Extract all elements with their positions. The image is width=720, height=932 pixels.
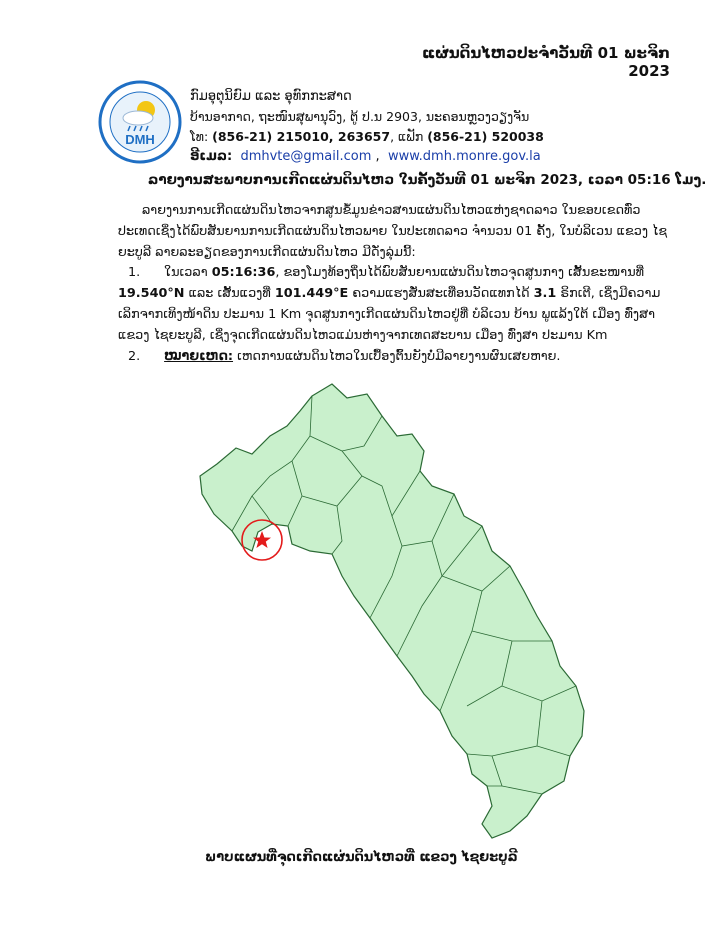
list-number: 2.: [128, 349, 141, 364]
report-title: ລາຍງານສະພາບການເກີດແຜ່ນດິນໄຫວ ໃນຄັ້ງວັນທີ 01 ພະຈິກ 2023, ເວລາ 05:16 ໂມງ.: [148, 172, 707, 188]
map-caption: ພາບແຜນທີ່ຈຸດເກີດແຜ່ນດິນໄຫວທີ່ ແຂວງ ໄຊຍະບູລີ: [205, 850, 518, 865]
intro-text: ລາຍງານການເກີດແຜ່ນດິນໄຫວຈາກສູນຂໍ້ມູນຂ່າວສານແຜ່ນດິນໄຫວແຫ່ງຊາດລາວ ໃນຂອບເຂດທົ່ວປະເທດເຊິ່ງໄດ້ພົບສັນຍານການເກີດແຜ່ນດິນໄຫວພາຍ ໃນປະເທດລາວ ຈຳນວນ 01 ຄັ້ງ, ໃນບໍລິເວນ ແຂວງ ໄຊຍະບູລີ ລາຍລະອຽດຂອງການເກີດແຜ່ນດິນໄຫວ ມີດັ່ງລຸ່ມນີ້:: [118, 203, 668, 260]
intro-paragraph: [118, 200, 673, 263]
list-item-1: [118, 262, 673, 346]
list-number: 1.: [128, 265, 141, 280]
item1-t4: ຄວາມແຮງສັ່ນສະເທືອນວັດແທກໄດ້: [352, 286, 530, 301]
magnitude: 3.1: [533, 286, 557, 301]
item1-t2: , ຂອງໂມງທ້ອງຖິ່ນໄດ້ພົບສັນຍານແຜ່ນດິນໄຫວຈຸດສູນກາງ ເສັ້ນຂະໜານທີ່: [275, 265, 645, 280]
website-link[interactable]: www.dmh.monre.gov.la: [387, 149, 541, 164]
laos-map: [192, 376, 612, 846]
note-text: ເຫດການແຜ່ນດິນໄຫວໃນເບື້ອງຕົ້ນຍັງບໍ່ມີລາຍງານຜົນເສຍຫາຍ.: [237, 349, 561, 364]
email-label: ອີເມລ:: [190, 149, 233, 164]
list-item-2: [118, 346, 673, 367]
fax-number: (856-21) 520038: [427, 129, 544, 144]
note-label: ໝາຍເຫດ:: [164, 349, 234, 364]
logo-text: DMH: [125, 132, 155, 147]
cloud-icon: [123, 111, 153, 125]
dmh-logo: [98, 80, 182, 164]
phone-label: ໂທ:: [190, 129, 209, 144]
laos-country-outline: [200, 384, 584, 838]
latitude: 19.540°N: [118, 286, 185, 301]
document-date: ແຜ່ນດິນໄຫວປະຈຳວັນທີ 01 ພະຈິກ 2023: [422, 44, 670, 80]
email-link[interactable]: dmhvte@gmail.com: [240, 149, 372, 164]
phone-number: (856-21) 215010, 263657: [212, 129, 391, 144]
org-contact: [190, 128, 544, 146]
item1-t1: ໃນເວລາ: [164, 265, 208, 280]
org-online: [190, 148, 541, 166]
item1-t5: ຣິກເຕີ, ເຊິ່ງມີຄວາມເລິກຈາກເທິງໜ້າດິນ ປະມານ 1 Km ຈຸດສູນກາງເກີດແຜ່ນດິນໄຫວຢູ່ທີ່ ບໍລິເວນ ບ້ານ ພູແລ້ງໃຕ້ ເມືອງ ທົ່ງສາ ແຂວງ ໄຊຍະບູລີ, ເຊິ່ງຈຸດເກີດແຜ່ນດິນໄຫວແມ່ນຫ່າງຈາກເທດສະບານ ເມືອງ ທົ່ງສາ ປະມານ Km: [118, 286, 661, 343]
org-name: ກົມອຸຕຸນິຍົມ ແລະ ອຸທົກກະສາດ: [190, 89, 352, 104]
item1-t3: ແລະ ເສັ້ນແວງທີ່: [188, 286, 271, 301]
fax-label: , ແຟັກ: [390, 129, 424, 144]
separator: ,: [375, 149, 380, 164]
event-time: 05:16:36: [211, 265, 276, 280]
longitude: 101.449°E: [274, 286, 349, 301]
org-address: ບ້ານອາກາດ, ຖະໜົນສຸພານຸວົງ, ຕູ້ ປ.ນ 2903, ນະຄອນຫຼວງວຽງຈັນ: [190, 109, 530, 124]
